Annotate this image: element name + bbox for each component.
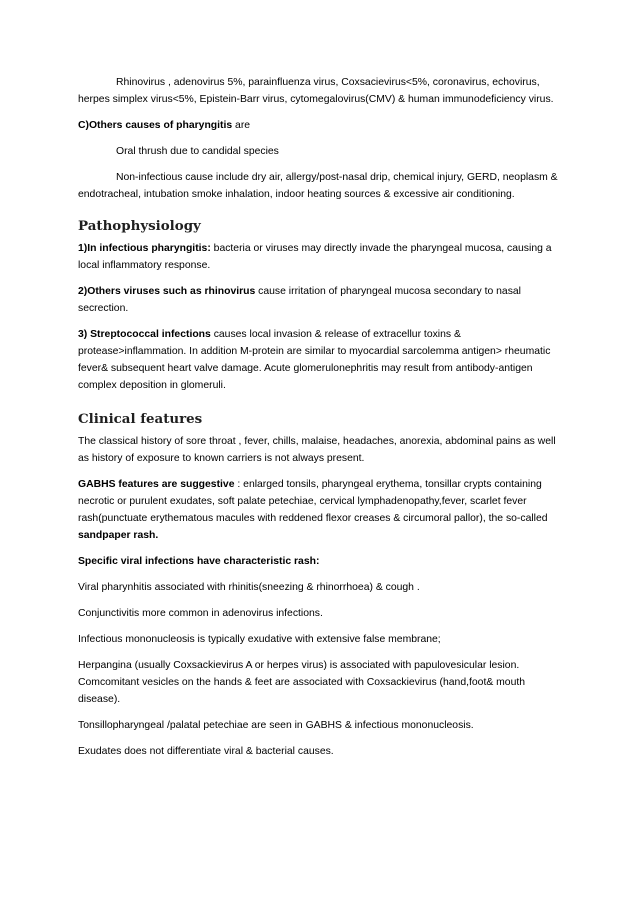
viral-feature-conjunctivitis: Conjunctivitis more common in adenovirus infections.: [78, 608, 323, 619]
pathophysiology-point-3-text: causes local invasion & release of extracellur toxins & protease>inflammation. In addition M-protein are similar to myocardial sarcolemma antigen> rheumatic fever& subsequent heart valve damage. Acute glomerulonephritis may result from antibody-antigen complex deposition in glomeruli.: [78, 329, 551, 391]
viral-causes-paragraph: Rhinovirus , adenovirus 5%, parainfluenza virus, Coxsacievirus<5%, coronavirus, echovirus, herpes simplex virus<5%, Epistein-Barr virus, cytomegalovirus(CMV) & human immunodeficiency virus.: [78, 77, 554, 105]
viral-feature-rhinitis: Viral pharynhitis associated with rhinitis(sneezing & rhinorrhoea) & cough .: [78, 582, 420, 593]
gabhs-features-paragraph: [78, 476, 560, 544]
pathophysiology-point-1: [78, 240, 560, 274]
pathophysiology-point-1-text: bacteria or viruses may directly invade the pharyngeal mucosa, causing a local inflammatory response.: [78, 243, 552, 271]
pathophysiology-point-2: [78, 283, 560, 317]
viral-feature-exudates: Exudates does not differentiate viral & bacterial causes.: [78, 746, 334, 757]
viral-feature-mononucleosis: Infectious mononucleosis is typically exudative with extensive false membrane;: [78, 634, 441, 645]
viral-rash-subheading: Specific viral infections have characteristic rash:: [78, 556, 320, 567]
clinical-intro-paragraph: The classical history of sore throat , fever, chills, malaise, headaches, anorexia, abdominal pains as well as history of exposure to known carriers is not always present.: [78, 436, 556, 464]
pathophysiology-point-3: [78, 326, 560, 394]
pathophysiology-point-2-text: cause irritation of pharyngeal mucosa secondary to nasal secrection.: [78, 286, 521, 314]
clinical-features-heading: Clinical features: [78, 411, 203, 427]
gabhs-features-text: : enlarged tonsils, pharyngeal erythema, tonsillar crypts containing necrotic or purulent exudates, soft palate petechiae, cervical lymphadenopathy,fever, scarlet fever rash(punctuate erythematous macules with reddened flexor creases & circumoral pallor), the so-called: [78, 479, 548, 524]
pathophysiology-point-2-label: 2)Others viruses such as rhinovirus: [78, 286, 256, 297]
gabhs-features-label: GABHS features are suggestive: [78, 479, 235, 490]
other-cause-non-infectious: Non-infectious cause include dry air, allergy/post-nasal drip, chemical injury, GERD, neoplasm & endotracheal, intubation smoke inhalation, indoor heating sources & excessive air conditioning.: [78, 172, 558, 200]
other-causes-label: C)Others causes of pharyngitis: [78, 120, 233, 131]
other-cause-oral-thrush: Oral thrush due to candidal species: [116, 146, 279, 157]
other-causes-suffix: are: [232, 120, 251, 131]
pathophysiology-point-1-label: 1)In infectious pharyngitis:: [78, 243, 211, 254]
other-causes-title: [78, 117, 560, 134]
viral-feature-petechiae: Tonsillopharyngeal /palatal petechiae are seen in GABHS & infectious mononucleosis.: [78, 720, 474, 731]
viral-feature-herpangina: Herpangina (usually Coxsackievirus A or herpes virus) is associated with papulovesicular lesion. Comcomitant vesicles on the hands & feet are associated with Coxsackievirus (hand,foot& mouth disease).: [78, 660, 526, 705]
pathophysiology-point-3-label: 3) Streptococcal infections: [78, 329, 211, 340]
sandpaper-rash-term: sandpaper rash.: [78, 530, 159, 541]
pathophysiology-heading: Pathophysiology: [78, 218, 201, 234]
